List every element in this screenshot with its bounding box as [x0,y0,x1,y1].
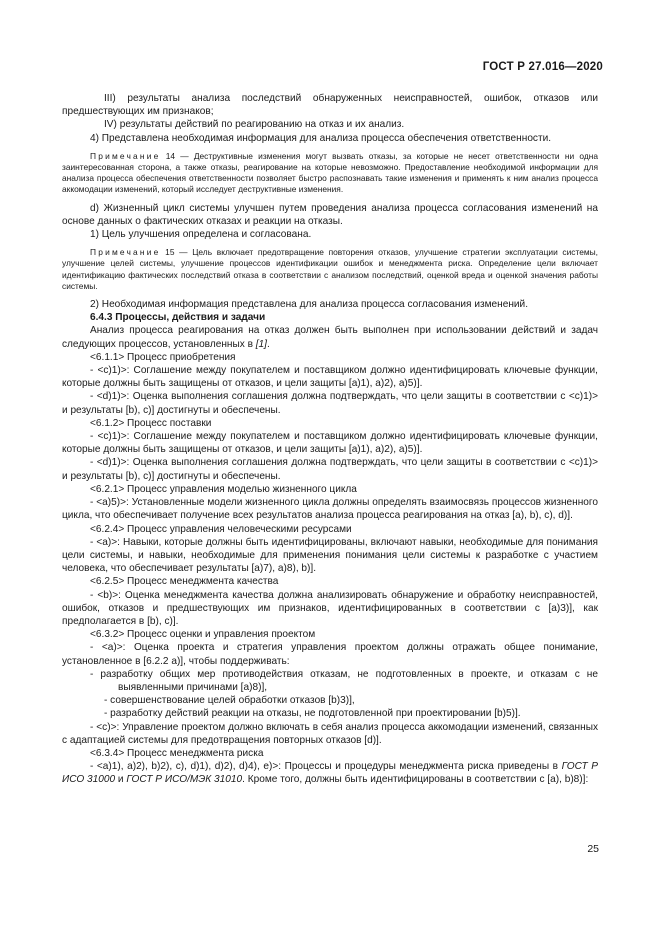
paragraph-2-info: 2) Необходимая информация представлена для анализа процесса согласования изменений. [90,299,528,311]
process-6-3-2: <6.3.2> Процесс оценки и управления проектом [90,629,316,641]
process-6-3-4: <6.3.4> Процесс менеджмента риска [90,747,264,759]
note-14-text: 14 — Деструктивные изменения могут вызвать отказы, за которые не несет ответственности ни одна заинтересованная сторона, а также отказы, реагирование на которые невозможно. Предоставление необходимой информации для анализа процесса обеспечения ответственности позволяет быстро распознавать такие изменения и применять к ним анализ процесса аккомодации изменений, который исследует деструктивные изменения. [62,150,598,195]
paragraph-d-lifecycle: d) Жизненный цикл системы улучшен путем проведения анализа процесса согласования изменений на основе данных о фактических отказах и реакции на отказы. [62,202,598,227]
paragraph-4-info: 4) Представлена необходимая информация для анализа процесса обеспечения ответственности. [90,132,552,144]
item-6-2-4-a: - <a)>: Навыки, которые должны быть идентифицированы, включают навыки, необходимые для понимания цели системы, и навыки, необходимые для применения понимания цели системы к разработке с участием человека, что обеспечивает результаты [a)7), a)8), b)]. [62,536,598,575]
item-6-1-1-d1: - <d)1)>: Оценка выполнения соглашения должна подтверждать, что цели защиты в соответствии с <c)1)> и результаты [b), c)] достигнуты и обеспечены. [62,391,598,416]
item-6-1-2-c1: - <c)1)>: Соглашение между покупателем и поставщиком должно идентифицировать ключевые функции, которые должны быть защищены от отказов, и цели защиты [a)1), a)2), a)5)]. [62,431,598,456]
note-14-label: Примечание [90,150,161,161]
paragraph-analysis-intro [62,324,598,350]
process-6-2-1: <6.2.1> Процесс управления моделью жизненного цикла [90,483,357,495]
subitem-countermeasures: - разработку общих мер противодействия отказам, не подготовленных в проекте, и отказам с не выявленными причинами [a)8)], [90,668,598,693]
item-6-3-4-risk [62,760,598,786]
paragraph-iii-results: III) результаты анализа последствий обнаруженных неисправностей, ошибок, отказов или предшествующих им признаков; [62,93,598,118]
note-14 [62,151,598,196]
subitem-reaction-actions: - разработку действий реакции на отказы, не подготовленной при проектировании [b)5)]. [104,708,521,720]
risk-text-mid: и [115,774,127,786]
page-content [62,92,598,787]
note-15 [62,247,598,292]
subitem-improvement: - совершенствование целей обработки отказов [b)3)], [104,695,355,707]
paragraph-1-goal: 1) Цель улучшения определена и согласована. [90,229,312,241]
item-6-1-1-c1: - <c)1)>: Соглашение между покупателем и поставщиком должно идентифицировать ключевые функции, которые должны быть защищены от отказов, и цели защиты [a)1), a)2), a)5)]. [62,365,598,390]
reference-1: [1] [255,338,267,350]
item-6-1-2-d1: - <d)1)>: Оценка выполнения соглашения должна подтверждать, что цели защиты в соответствии с <c)1)> и результаты [b), c)] достигнуты и обеспечены. [62,457,598,482]
process-6-1-2: <6.1.2> Процесс поставки [90,417,212,429]
item-6-3-2-a: - <a)>: Оценка проекта и стратегия управления проектом должны отражать общее понимание, установленное в [6.2.2 a)], чтобы поддерживать: [62,642,598,667]
reference-gost-31000: ГОСТ Р ИСО 31000 [62,761,598,786]
process-6-2-4: <6.2.4> Процесс управления человеческими ресурсами [90,523,352,535]
risk-text-start: - <a)1), a)2), b)2), c), d)1), d)2), d)4), e)>: Процессы и процедуры менеджмента риска приведены в [90,761,562,773]
item-6-2-1-a5: - <a)5)>: Установленные модели жизненного цикла должны определять взаимосвязь процессов жизненного цикла, что обеспечивает получение всех результатов анализа процесса реагирования на отказ [a), b), c), d)]. [62,497,598,522]
process-6-1-1: <6.1.1> Процесс приобретения [90,351,236,363]
intro-end: . [266,338,270,350]
note-15-label: Примечание [90,247,161,258]
risk-text-end: . Кроме того, должны быть идентифицированы в соответствии с [a), b)8)]: [242,774,589,786]
intro-text: Анализ процесса реагирования на отказ должен быть выполнен при использовании действий и задач следующих процессов, установленных в [62,325,598,350]
page-number: 25 [587,843,599,855]
item-6-3-2-c: - <c)>: Управление проектом должно включать в себя анализ процесса аккомодации изменений, связанных с адаптацией системы для предотвращения повторных отказов [d)]. [62,721,598,746]
reference-gost-31010: ГОСТ Р ИСО/МЭК 31010 [126,774,243,786]
item-6-2-5-b: - <b)>: Оценка менеджмента качества должна анализировать обнаружение и обработку неисправностей, ошибок, отказов и предшествующих им признаков, идентифицированных в соответствии с [a)3)], как предполагается в [b), c)]. [62,589,598,627]
section-heading-6-4-3: 6.4.3 Процессы, действия и задачи [90,312,266,324]
paragraph-iv-results: IV) результаты действий по реагированию на отказ и их анализ. [104,119,405,131]
process-6-2-5: <6.2.5> Процесс менеджмента качества [90,576,279,588]
note-15-text: 15 — Цель включает предотвращение повторения отказов, улучшение стратегии эксплуатации системы, улучшение целей системы, улучшение процессов идентификации ошибок и менеджмента риска. Определение цели включает идентификацию фактических последствий отказа в соответствии с анализом последствий, оценкой вреда и оценкой значения работы системы. [62,247,598,291]
document-header-id: ГОСТ Р 27.016—2020 [482,61,603,73]
